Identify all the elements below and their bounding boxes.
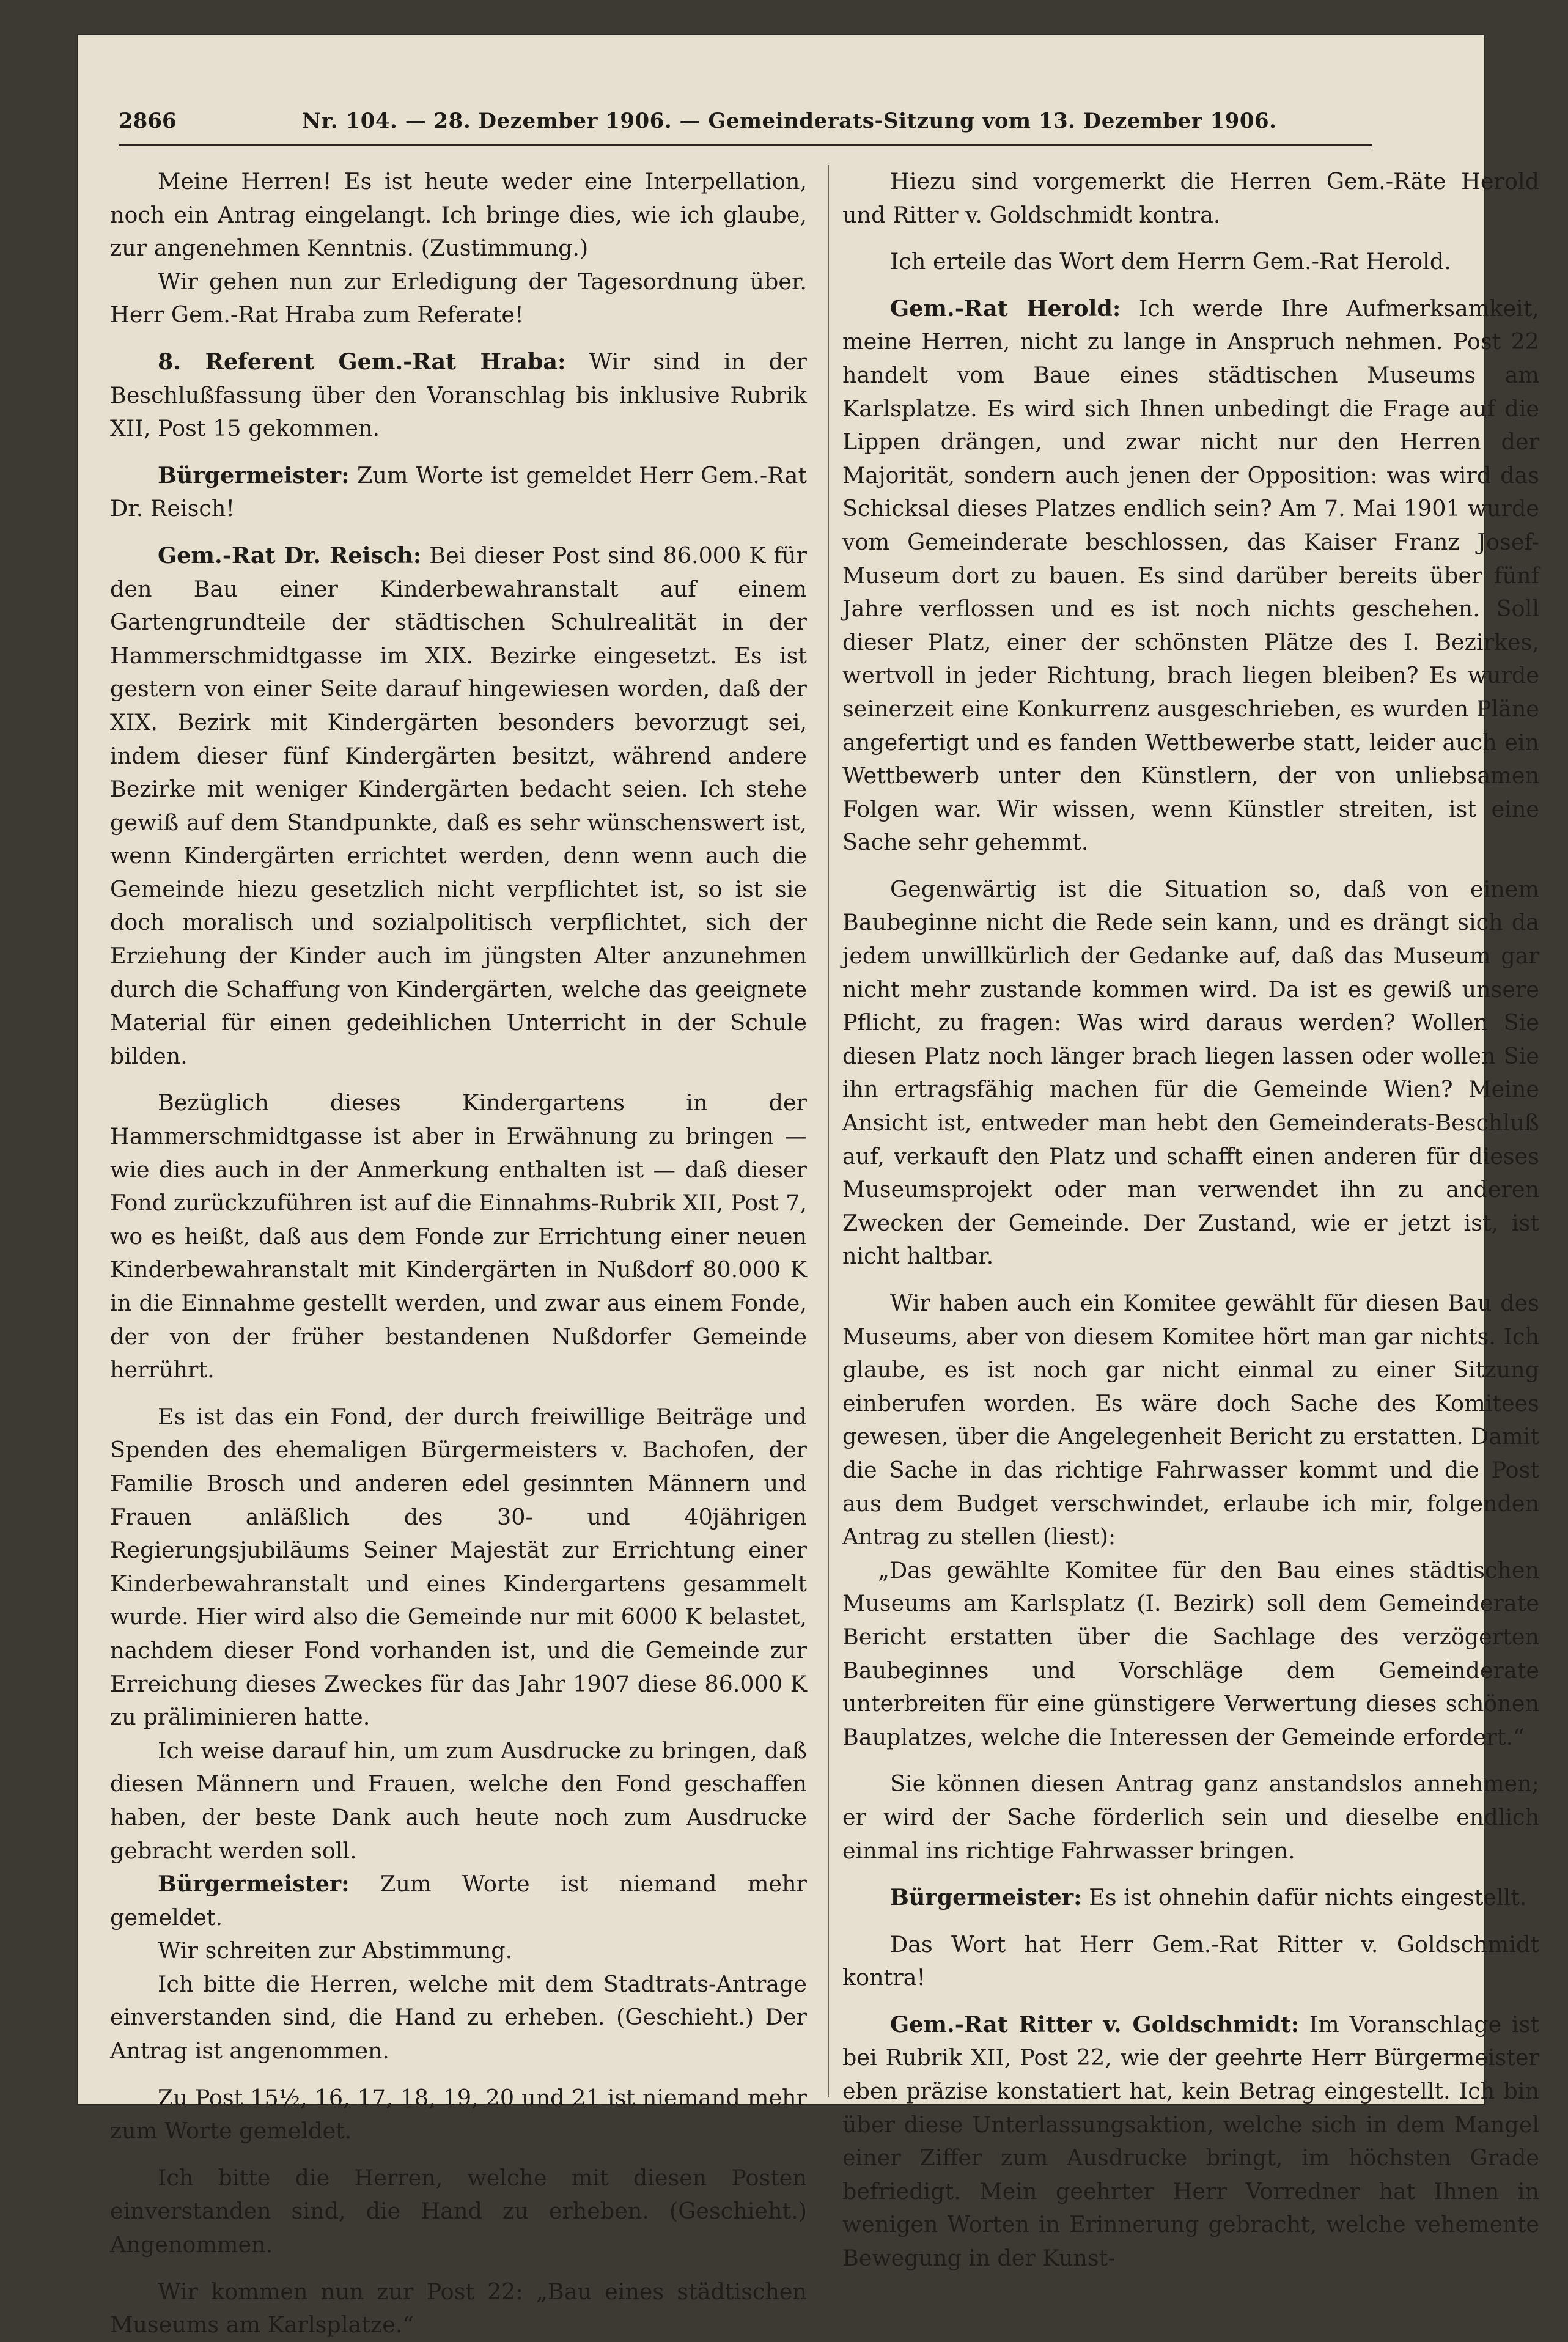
speaker-label: Gem.-Rat Herold: [890, 295, 1121, 322]
speaker-label: Bürgermeister: [890, 1884, 1082, 1911]
paragraph: Bezüglich dieses Kindergartens in der Hammerschmidtgasse ist aber in Erwähnung zu bringen — wie dies auch in der Anmerkung enthalten ist — daß dieser Fond zurückzuführen ist auf die Einnahms-Rubrik XII, Post 7, wo es heißt, daß aus dem Fonde zur Errichtung einer neuen Kinderbewahranstalt mit Kindergärten in Nußdorf 80.000 K in die Einnahme gestellt werden, und zwar aus einem Fonde, der von der früher bestandenen Nußdorfer Gemeinde herrührt. [110, 1089, 807, 1383]
speaker-label: Gem.-Rat Ritter v. Goldschmidt: [890, 2011, 1300, 2038]
left-column [110, 165, 807, 2342]
paragraph: Bürgermeister: Zum Worte ist niemand mehr gemeldet. [110, 1871, 807, 1931]
paragraph: Gem.-Rat Dr. Reisch: Bei dieser Post sind 86.000 K für den Bau einer Kinderbewahranstalt auf einem Gartengrundteile der städtischen Schulrealität in der Hammerschmidtgasse im XIX. Bezirke eingesetzt. Es ist gestern von einer Seite darauf hingewiesen worden, daß der XIX. Bezirk mit Kindergärten besonders bevorzugt sei, indem dieser fünf Kindergärten besitzt, während andere Bezirke mit weniger Kindergärten bedacht seien. Ich stehe gewiß auf dem Standpunkte, daß es sehr wünschenswert ist, wenn Kindergärten errichtet werden, denn wenn auch die Gemeinde hiezu gesetzlich nicht verpflichtet ist, so ist sie doch moralisch und sozialpolitisch verpflichtet, sich der Erziehung der Kinder auch im jüngsten Alter anzunehmen durch die Schaffung von Kindergärten, welche das geeignete Material für einen gedeihlichen Unterricht in der Schule bilden. [110, 542, 807, 1069]
speaker-label: Gem.-Rat Dr. Reisch: [158, 542, 422, 569]
paragraph: Gem.-Rat Herold: Ich werde Ihre Aufmerksamkeit, meine Herren, nicht zu lange in Anspruch nehmen. Post 22 handelt vom Baue eines städtischen Museums am Karlsplatze. Es wird sich Ihnen unbedingt die Frage auf die Lippen drängen, und zwar nicht nur den Herren der Majorität, sondern auch jenen der Opposition: was wird das Schicksal dieses Platzes endlich sein? Am 7. Mai 1901 wurde vom Gemeinderate beschlossen, das Kaiser Franz Josef-Museum dort zu bauen. Es sind darüber bereits über fünf Jahre verflossen und es ist noch nichts geschehen. Soll dieser Platz, einer der schönsten Plätze des I. Bezirkes, wertvoll in jeder Richtung, brach liegen bleiben? Es wurde seinerzeit eine Konkurrenz ausgeschrieben, es wurden Pläne angefertigt und es fanden Wettbewerbe statt, leider auch ein Wettbewerb unter den Künstlern, der von unliebsamen Folgen war. Wir wissen, wenn Künstler streiten, ist eine Sache sehr gehemmt. [842, 295, 1539, 856]
right-column [842, 165, 1539, 2275]
paragraph: Wir haben auch ein Komitee gewählt für diesen Bau des Museums, aber von diesem Komitee hört man gar nichts. Ich glaube, es ist noch gar nicht einmal zu einer Sitzung einberufen worden. Es wäre doch Sache des Komitees gewesen, über die Angelegenheit Bericht zu erstatten. Damit die Sache in das richtige Fahrwasser kommt und die Post aus dem Budget verschwindet, erlaube ich mir, folgenden Antrag zu stellen (liest): [842, 1290, 1539, 1550]
paragraph: Gem.-Rat Ritter v. Goldschmidt: Im Voranschlage ist bei Rubrik XII, Post 22, wie der geehrte Herr Bürgermeister eben präzise konstatiert hat, kein Betrag eingestellt. Ich bin über diese Unterlassungsaktion, welche sich in dem Mangel einer Ziffer zum Ausdrucke bringt, im höchsten Grade befriedigt. Mein geehrter Herr Vorredner hat Ihnen in wenigen Worten in Erinnerung gebracht, welche vehemente Bewegung in der Kunst- [842, 2011, 1539, 2272]
paragraph: Meine Herren! Es ist heute weder eine Interpellation, noch ein Antrag eingelangt. Ich bringe dies, wie ich glaube, zur angenehmen Kenntnis. (Zustimmung.) [110, 168, 807, 262]
paragraph: Hiezu sind vorgemerkt die Herren Gem.-Räte Herold und Ritter v. Goldschmidt kontra. [842, 168, 1539, 228]
speaker-label: Bürgermeister: [158, 1871, 350, 1898]
paragraph: Wir kommen nun zur Post 22: „Bau eines städtischen Museums am Karlsplatze.“ [110, 2278, 807, 2338]
paragraph: Ich erteile das Wort dem Herrn Gem.-Rat Herold. [890, 248, 1451, 275]
paragraph: Ich weise darauf hin, um zum Ausdrucke zu bringen, daß diesen Männern und Frauen, welche den Fond geschaffen haben, der beste Dank auch heute noch zum Ausdrucke gebracht werden soll. [110, 1737, 807, 1864]
newspaper-page [78, 35, 1539, 2338]
page-header [119, 103, 1372, 139]
paragraph: Wir schreiten zur Abstimmung. [158, 1937, 513, 1964]
page-number: 2866 [119, 109, 177, 133]
paragraph: Gegenwärtig ist die Situation so, daß von einem Baubeginne nicht die Rede sein kann, und es drängt sich da jedem unwillkürlich der Gedanke auf, daß das Museum gar nicht mehr zustande kommen wird. Da ist es gewiß unsere Pflicht, zu fragen: Was wird daraus werden? Wollen Sie diesen Platz noch länger brach liegen lassen oder wollen Sie ihn ertragsfähig machen für die Gemeinde Wien? Meine Ansicht ist, entweder man hebt den Gemeinderats-Beschluß auf, verkauft den Platz und schafft einen anderen für dieses Museumsprojekt oder man verwendet ihn zu anderen Zwecken der Gemeinde. Der Zustand, wie er jetzt ist, ist nicht haltbar. [842, 875, 1539, 1270]
speaker-label: Bürgermeister: [158, 462, 350, 488]
paragraph: 8. Referent Gem.-Rat Hraba: Wir sind in der Beschlußfassung über den Voranschlag bis inklusive Rubrik XII, Post 15 gekommen. [110, 348, 808, 442]
paragraph: Wir gehen nun zur Erledigung der Tagesordnung über. Herr Gem.-Rat Hraba zum Referate! [110, 268, 807, 328]
quoted-motion: „Das gewählte Komitee für den Bau eines städtischen Museums am Karlsplatz (I. Bezirk) soll dem Gemeinderate Bericht erstatten über die Sachlage des verzögerten Baubeginnes und Vorschläge dem Gemeinderate unterbreiten für eine günstigere Verwertung dieses schönen Bauplatzes, welche die Interessen der Gemeinde erfordert.“ [842, 1556, 1539, 1750]
paragraph: Ich bitte die Herren, welche mit dem Stadtrats-Antrage einverstanden sind, die Hand zu erheben. (Geschieht.) Der Antrag ist angenommen. [110, 1970, 807, 2064]
paragraph: Es ist das ein Fond, der durch freiwillige Beiträge und Spenden des ehemaligen Bürgermeisters v. Bachofen, der Familie Brosch und anderen edel gesinnten Männern und Frauen anläßlich des 30- und 40jährigen Regierungsjubiläums Seiner Majestät zur Errichtung einer Kinderbewahranstalt und eines Kindergartens gesammelt wurde. Hier wird also die Gemeinde nur mit 6000 K belastet, nachdem dieser Fond vorhanden ist, und die Gemeinde zur Erreichung dieses Zweckes für das Jahr 1907 diese 86.000 K zu präliminieren hatte. [110, 1403, 807, 1731]
paragraph: Zu Post 15½, 16, 17, 18, 19, 20 und 21 ist niemand mehr zum Worte gemeldet. [110, 2084, 807, 2145]
paragraph: Bürgermeister: Es ist ohnehin dafür nichts eingestellt. [890, 1884, 1527, 1911]
paragraph: Bürgermeister: Zum Worte ist gemeldet Herr Gem.-Rat Dr. Reisch! [110, 462, 807, 522]
paragraph: Ich bitte die Herren, welche mit diesen Posten einverstanden sind, die Hand zu erheben. (Geschieht.) Angenommen. [110, 2164, 807, 2258]
running-head: Nr. 104. — 28. Dezember 1906. — Gemeinderats-Sitzung vom 13. Dezember 1906. [302, 109, 1277, 133]
paragraph: Sie können diesen Antrag ganz anstandslos annehmen; er wird der Sache förderlich sein und dieselbe endlich einmal ins richtige Fahrwasser bringen. [842, 1770, 1539, 1864]
speaker-label: 8. Referent Gem.-Rat Hraba: [158, 348, 566, 375]
paragraph: Das Wort hat Herr Gem.-Rat Ritter v. Goldschmidt kontra! [842, 1931, 1539, 1991]
header-rule [119, 144, 1372, 150]
column-divider [828, 165, 829, 2097]
